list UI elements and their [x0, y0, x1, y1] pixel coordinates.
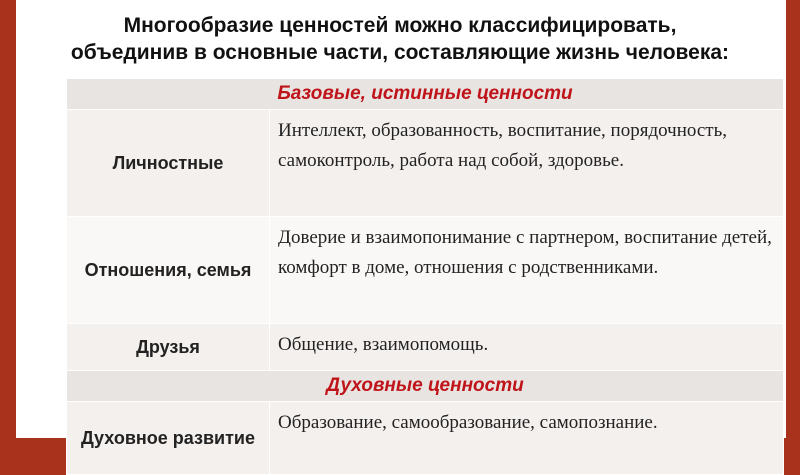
description-cell: Образование, самообразование, самопознание. [270, 402, 784, 475]
category-cell: Личностные [67, 110, 270, 217]
table-row [67, 110, 784, 217]
category-cell: Духовное развитие [67, 402, 270, 475]
description-cell: Общение, взаимопомощь. [270, 324, 784, 371]
table-band-spiritual [67, 371, 784, 402]
band-basic-label: Базовые, истинные ценности [67, 79, 784, 110]
table-row [67, 217, 784, 324]
table-row [67, 324, 784, 371]
values-table [66, 78, 784, 475]
category-cell: Друзья [67, 324, 270, 371]
slide-title-line-2: объединив в основные части, составляющие жизнь человека: [70, 41, 730, 64]
description-cell: Доверие и взаимопонимание с партнером, воспитание детей, комфорт в доме, отношения с родственниками. [270, 217, 784, 324]
table-band-basic [67, 79, 784, 110]
band-spiritual-label: Духовные ценности [67, 371, 784, 402]
category-cell: Отношения, семья [67, 217, 270, 324]
slide-title [0, 12, 800, 66]
table-row [67, 402, 784, 475]
slide-title-line-1: Многообразие ценностей можно классифицировать, [123, 14, 677, 37]
description-cell: Интеллект, образованность, воспитание, порядочность, самоконтроль, работа над собой, здоровье. [270, 110, 784, 217]
